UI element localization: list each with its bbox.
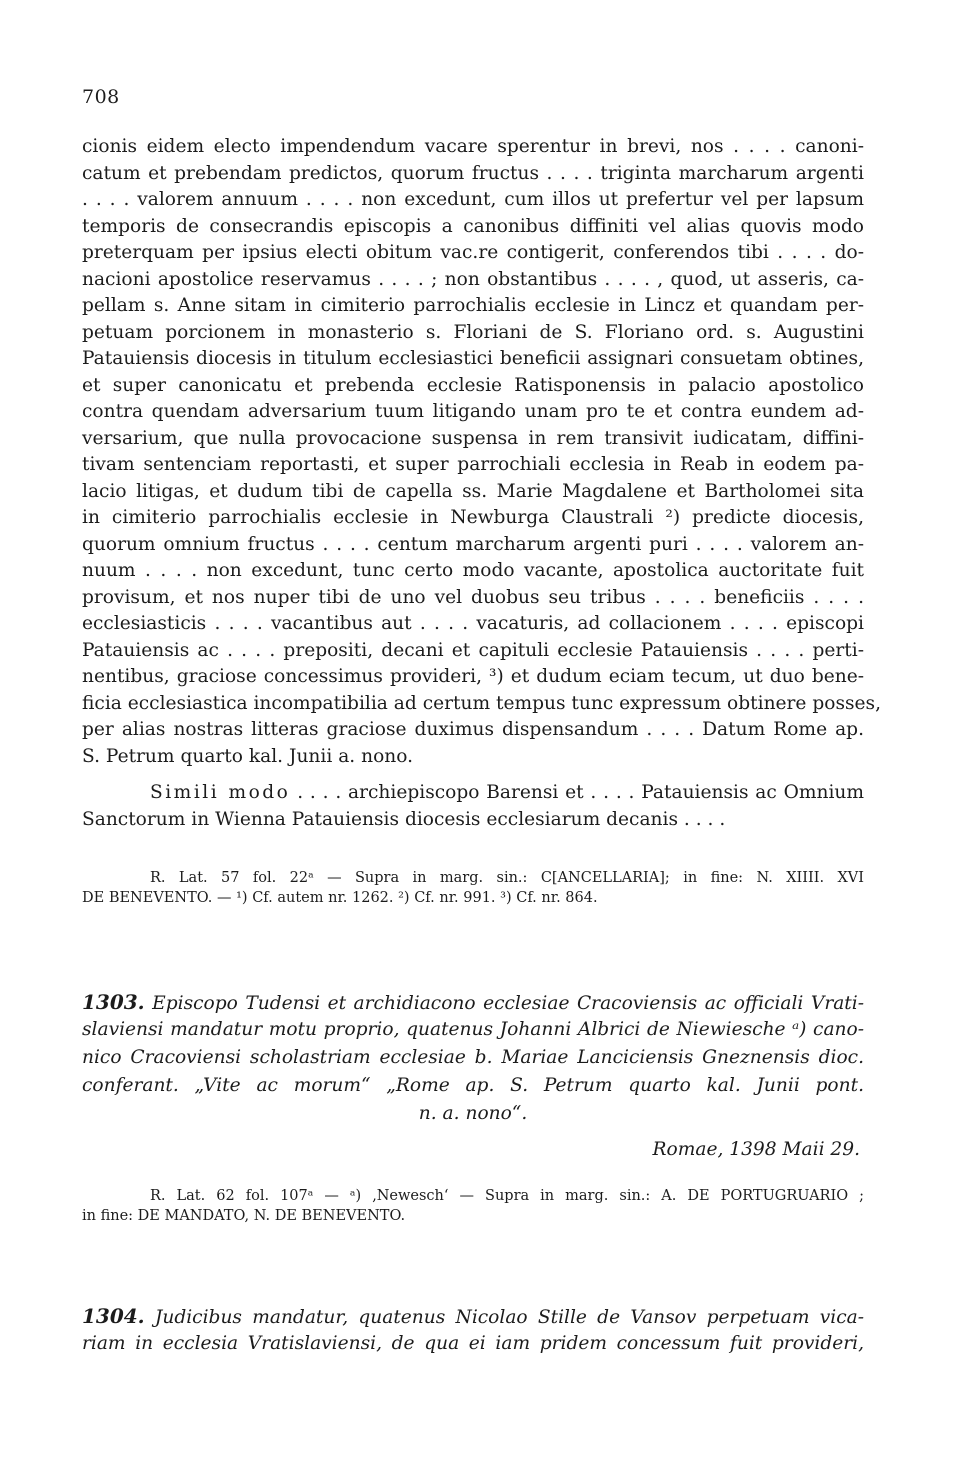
entry-line bbox=[82, 1302, 864, 1330]
body-line: ficia ecclesiastica incompatibilia ad certum tempus tunc expressum obtinere posses, bbox=[82, 692, 881, 714]
footnote-line: DE BENEVENTO. — ¹) Cf. autem nr. 1262. ²) Cf. nr. 991. ³) Cf. nr. 864. bbox=[82, 890, 598, 906]
footnote-line: R. Lat. 62 fol. 107ᵃ — ᵃ) ‚Newesch‘ — Supra in marg. sin.: A. DE PORTUGRUARIO ; bbox=[150, 1188, 864, 1204]
body-line: quorum omnium fructus . . . . centum marcharum argenti puri . . . . valorem an- bbox=[82, 533, 864, 555]
similar-mode-line-2: Sanctorum in Wienna Patauiensis diocesis ecclesiarum decanis . . . . bbox=[82, 808, 726, 830]
body-line: . . . . valorem annuum . . . . non excedunt, cum illos ut prefertur vel per lapsum bbox=[82, 189, 864, 210]
entry-number: 1304. bbox=[82, 1304, 145, 1328]
entry-1303 bbox=[82, 988, 864, 1164]
footnote-1303 bbox=[82, 1186, 864, 1226]
body-line: provisum, et nos nuper tibi de uno vel duobus seu tribus . . . . beneficiis . . . . bbox=[82, 586, 864, 608]
entry-line: riam in ecclesia Vratislaviensi, de qua ei iam pridem concessum fuit provideri, bbox=[82, 1333, 864, 1354]
footnote-line: R. Lat. 57 fol. 22ᵃ — Supra in marg. sin.: C[ANCELLARIA]; in fine: N. XIIII. XVI bbox=[150, 870, 864, 886]
entry-text: Judicibus mandatur, quatenus Nicolao Stille de Vansov perpetuam vica- bbox=[144, 1307, 864, 1328]
paragraph-gap bbox=[82, 770, 864, 780]
body-line: versarium, que nulla provocacione suspensa in rem transivit iudicatam, diffini- bbox=[82, 427, 864, 449]
entry-line: n. a. nono“. bbox=[418, 1103, 528, 1124]
body-line: preterquam per ipsius electi obitum vac.re contigerit, conferendos tibi . . . . do- bbox=[82, 242, 864, 263]
similar-mode-label: Simili modo bbox=[150, 782, 291, 803]
page-number: 708 bbox=[82, 86, 120, 108]
body-line: temporis de consecrandis episcopis a canonibus diffiniti vel alias quovis modo bbox=[82, 215, 864, 237]
body-line: nentibus, graciose concessimus provideri, ³) et dudum eciam tecum, ut duo bene- bbox=[82, 666, 864, 687]
body-line: tivam sentenciam reportasti, et super parrochiali ecclesia in Reab in eodem pa- bbox=[82, 454, 864, 475]
entry-number: 1303. bbox=[82, 990, 145, 1014]
entry-date: Romae, 1398 Maii 29. bbox=[652, 1139, 860, 1160]
footnote-1302 bbox=[82, 868, 864, 908]
body-line: nacioni apostolice reservamus . . . . ; non obstantibus . . . . , quod, ut asseris, ca- bbox=[82, 268, 864, 290]
entry-line bbox=[82, 988, 864, 1016]
entry-line: slaviensi mandatur motu proprio, quatenus Johanni Albrici de Niewiesche ᵃ) cano- bbox=[82, 1019, 864, 1040]
entry-text: Episcopo Tudensi et archidiacono ecclesiae Cracoviensis ac officiali Vrati- bbox=[144, 993, 864, 1014]
body-line: cionis eidem electo impendendum vacare sperentur in brevi, nos . . . . canoni- bbox=[82, 136, 864, 157]
entry-1304 bbox=[82, 1302, 864, 1358]
similar-mode-line bbox=[82, 780, 864, 807]
body-line: in cimiterio parrochialis ecclesie in Newburga Claustrali ²) predicte diocesis, bbox=[82, 507, 864, 528]
body-line: pellam s. Anne sitam in cimiterio parrochialis ecclesie in Lincz et quandam per- bbox=[82, 295, 864, 316]
entry-line: conferant. „Vite ac morum“ „Rome ap. S. Petrum quarto kal. Junii pont. bbox=[82, 1075, 864, 1096]
footnote-line: in fine: DE MANDATO, N. DE BENEVENTO. bbox=[82, 1208, 406, 1224]
body-line: lacio litigas, et dudum tibi de capella ss. Marie Magdalene et Bartholomei sita bbox=[82, 480, 864, 502]
body-line: petuam porcionem in monasterio s. Floriani de S. Floriano ord. s. Augustini bbox=[82, 321, 864, 343]
similar-mode-text: . . . . archiepiscopo Barensi et . . . . Patauiensis ac Omnium bbox=[290, 782, 865, 803]
body-line: Patauiensis diocesis in titulum ecclesiastici beneficii assignari consuetam obtines, bbox=[82, 348, 864, 369]
main-text-block bbox=[82, 134, 881, 833]
entry-line: nico Cracoviensi scholastriam ecclesiae b. Mariae Lanciciensis Gneznensis dioc. bbox=[82, 1047, 864, 1068]
body-line: Patauiensis ac . . . . prepositi, decani et capituli ecclesie Patauiensis . . . . perti- bbox=[82, 639, 864, 661]
body-line: ecclesiasticis . . . . vacantibus aut . . . . vacaturis, ad collacionem . . . . episcopi bbox=[82, 613, 864, 634]
body-line: et super canonicatu et prebenda ecclesie Ratisponensis in palacio apostolico bbox=[82, 374, 864, 396]
body-line: catum et prebendam predictos, quorum fructus . . . . triginta marcharum argenti bbox=[82, 162, 864, 184]
body-line: S. Petrum quarto kal. Junii a. nono. bbox=[82, 745, 414, 767]
body-line: contra quendam adversarium tuum litigando unam pro te et contra eundem ad- bbox=[82, 401, 864, 422]
body-line: nuum . . . . non excedunt, tunc certo modo vacante, apostolica auctoritate fuit bbox=[82, 560, 864, 581]
body-line: per alias nostras litteras graciose duximus dispensandum . . . . Datum Rome ap. bbox=[82, 719, 864, 740]
